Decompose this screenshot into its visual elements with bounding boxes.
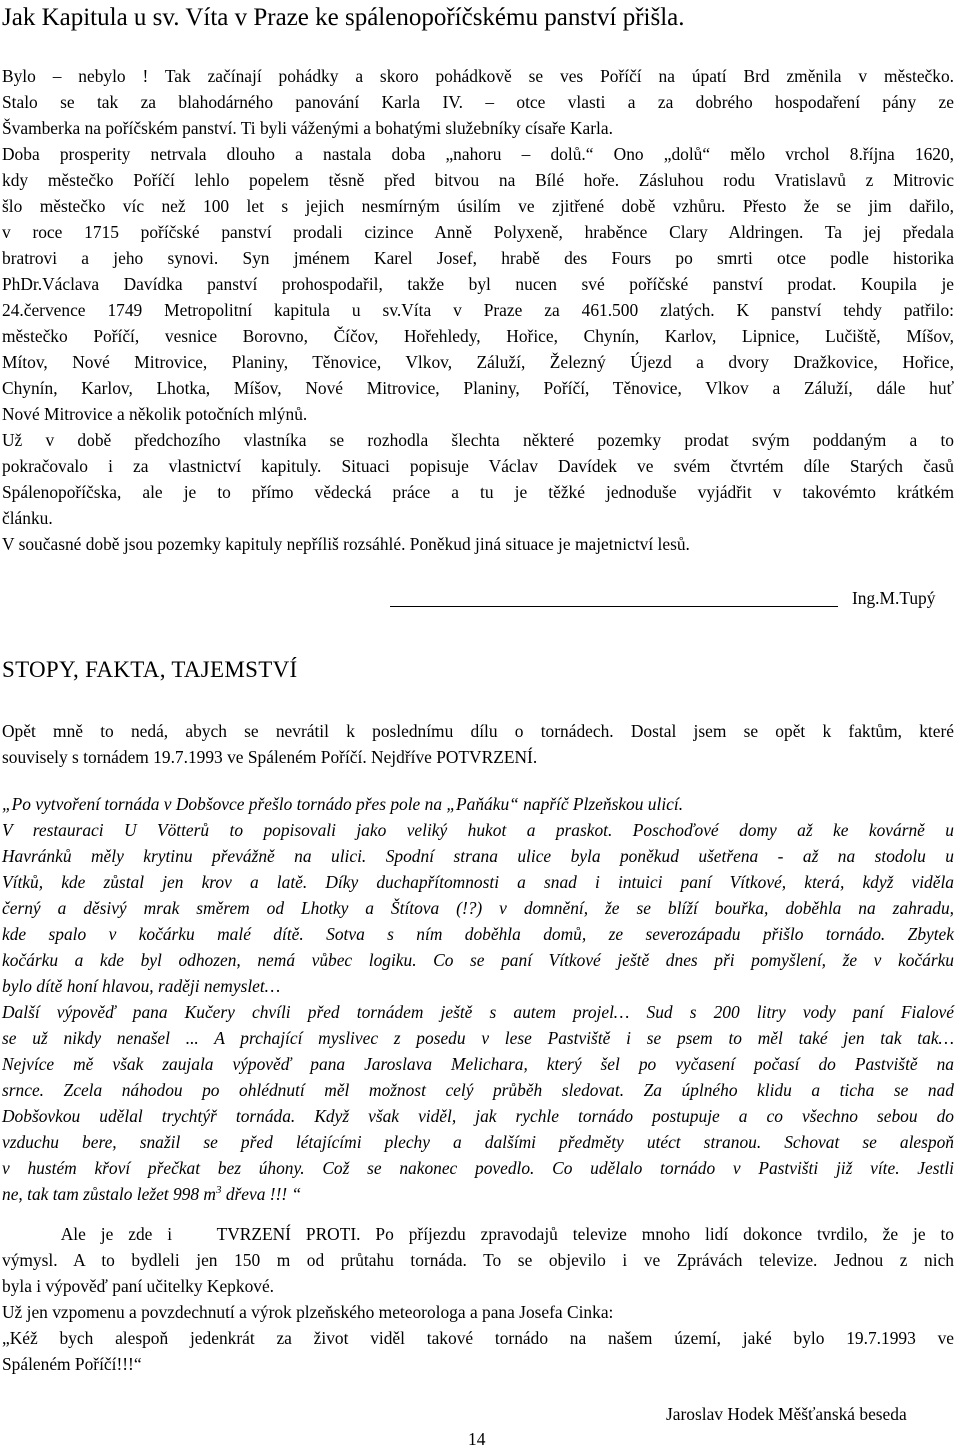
outro-line: „Kéž bych alespoň jedenkrát za život viděl takové tornádo na našem území, jaké bylo 19.7.1993 ve	[2, 1328, 954, 1348]
article-title: Jak Kapitula u sv. Víta v Praze ke spálenopoříčskému panství přišla.	[2, 4, 685, 31]
page-number: 14	[468, 1429, 486, 1449]
outro-line: byla i výpověď paní učitelky Kepkové.	[2, 1276, 275, 1296]
article1-line: kdy městečko Poříčí lehlo popelem těsně před bitvou na Bílé hoře. Zásluhou rodu Vratislavů z Mitrovic	[2, 170, 954, 190]
outro-line: Spáleném Poříčí!!!“	[2, 1354, 142, 1374]
quote-line: Dobšovkou udělal trychtýř tornáda. Když však viděl, jak rychle tornádo postupuje a co všechno sebou do	[2, 1106, 954, 1126]
quote-last-text: ne, tak tam zůstalo ležet 998 m	[2, 1184, 216, 1204]
article1-line: Nové Mitrovice a několik potočních mlýnů.	[2, 404, 308, 424]
quote-line: kočárku a kde byl odhozen, nemá vůbec logiku. Co se paní Vítkové ještě dnes při pomyšlení, že v kočárku	[2, 950, 954, 970]
quote-line: v hustém křoví přečkat bez úhony. Což se nakonec povedlo. Co udělalo tornádo v Pastvišti již víte. Jestli	[2, 1158, 954, 1178]
quote-line: kde spalo v kočárku malé dítě. Sotva s ním doběhla domů, ze severozápadu přišlo tornádo. Zbytek	[2, 924, 954, 944]
signature-rule	[390, 606, 838, 607]
quote-line: Vítků, kde zůstal jen krov a latě. Díky duchapřítomnosti a snad i intuici paní Vítkové, která, když viděla	[2, 872, 954, 892]
outro-line: Už jen vzpomenu a povzdechnutí a výrok plzeňského meteorologa a pana Josefa Cinka:	[2, 1302, 614, 1322]
article1-line: Spálenopoříčska, ale je to přímo vědecká práce a tu je těžké jednoduše vyjádřit v takovémto krátkém	[2, 482, 954, 502]
article1-line: Už v době předchozího vlastníka se rozhodla šlechta některé pozemky prodat svým poddaným a to	[2, 430, 954, 450]
article2-signature: Jaroslav Hodek Měšťanská beseda	[666, 1404, 907, 1424]
article1-line: pokračovalo i za vlastnictví kapituly. Situaci popisuje Václav Davídek ve svém čtvrtém díle Starých časů	[2, 456, 954, 476]
superscript-three: 3	[215, 1184, 222, 1197]
intro-line: Opět mně to nedá, abych se nevrátil k poslednímu dílu o tornádech. Dostal jsem se opět k faktům, které	[2, 721, 954, 741]
article1-line: Bylo – nebylo ! Tak začínají pohádky a skoro pohádkově se ves Poříčí na úpatí Brd změnila v městečko.	[2, 66, 954, 86]
quote-line: V restauraci U Vötterů to popisovali jako veliký hukot a praskot. Poschoďové domy až ke kovárně u	[2, 820, 954, 840]
article1-line: článku.	[2, 508, 53, 528]
outro-line: výmysl. A to bydleli jen 150 m od průtahu tornáda. To se objevilo i ve Zprávách televize. Jednou z nich	[2, 1250, 954, 1270]
article1-line: městečko Poříčí, vesnice Borovno, Číčov, Hořehledy, Hořice, Chynín, Karlov, Lipnice, Lučiště, Míšov,	[2, 326, 954, 346]
article1-line: Mítov, Nové Mitrovice, Planiny, Těnovice, Vlkov, Záluží, Železný Újezd a dvory Dražkovice, Hořice,	[2, 352, 954, 372]
quote-line: bylo dítě honí hlavou, raději nemyslet…	[2, 976, 281, 996]
outro-line: Ale je zde i TVRZENÍ PROTI. Po příjezdu zpravodajů televize mnoho lidí dokonce tvrdilo, že je to	[2, 1224, 954, 1244]
article1-line: Chynín, Karlov, Lhotka, Míšov, Nové Mitrovice, Planiny, Poříčí, Těnovice, Vlkov a Záluží, dále huť	[2, 378, 954, 398]
quote-line: Havránků měly krytinu převážně na ulici. Spodní strana ulice byla poněkud ušetřena - až na stodolu u	[2, 846, 954, 866]
quote-line: Další výpověď pana Kučery chvíli před tornádem ještě s autem projel… Sud s 200 litry vody paní Fialové	[2, 1002, 954, 1022]
quote-last-line	[2, 1182, 301, 1206]
article1-line: Stalo se tak za blahodárného panování Karla IV. – otce vlasti a za dobrého hospodaření pány ze	[2, 92, 954, 112]
article1-line: 24.července 1749 Metropolitní kapitula u sv.Víta v Praze za 461.500 zlatých. K panství tehdy patřilo:	[2, 300, 954, 320]
quote-line: „Po vytvoření tornáda v Dobšovce přešlo tornádo přes pole na „Paňáku“ napříč Plzeňskou ulicí.	[2, 794, 684, 814]
quote-line: srnce. Zcela náhodou po ohlédnutí měl možnost celý průběh sledovat. Za úplného klidu a ticha se nad	[2, 1080, 954, 1100]
quote-line: Nejvíce mě však zaujala výpověď pana Jaroslava Melichara, který šel po vyčasení počasí do Pastviště na	[2, 1054, 954, 1074]
article1-line: šlo městečko víc než 100 let s jejich nesmírným úsilím ve zjitřené době vzhůru. Přesto že se jim dařilo,	[2, 196, 954, 216]
article1-line: bratrovi a jeho synovi. Syn jménem Karel Josef, hrabě des Fours po smrti otce podle historika	[2, 248, 954, 268]
article1-author: Ing.M.Tupý	[852, 588, 936, 608]
section-heading: STOPY, FAKTA, TAJEMSTVÍ	[2, 657, 298, 682]
quote-line: vzduchu bere, snažil se před létajícími plechy a dalšími předměty utéct stranou. Schovat se alespoň	[2, 1132, 954, 1152]
article1-line: Švamberka na poříčském panství. Ti byli váženými a bohatými služebníky císaře Karla.	[2, 118, 613, 138]
article1-line: V současné době jsou pozemky kapituly nepříliš rozsáhlé. Poněkud jiná situace je majetnictví lesů.	[2, 534, 690, 554]
article1-line: Doba prosperity netrvala dlouho a nastala doba „nahoru – dolů.“ Ono „dolů“ mělo vrchol 8.října 1620,	[2, 144, 954, 164]
article1-line: v roce 1715 poříčské panství prodali cizince Anně Polyxeně, hraběnce Clary Aldringen. Ta jej předala	[2, 222, 954, 242]
intro-line: souvisely s tornádem 19.7.1993 ve Spáleném Poříčí. Nejdříve POTVRZENÍ.	[2, 747, 538, 767]
quote-last-end: dřeva !!! “	[221, 1184, 302, 1204]
article1-line: PhDr.Václava Davídka panství prohospodařil, takže byl nucen své poříčské panství prodat. Koupila je	[2, 274, 954, 294]
quote-line: černý a děsivý mrak směrem od Lhotky a Štítova (!?) v domnění, že se blíží bouřka, doběhla na zahradu,	[2, 898, 954, 918]
quote-line: se už nikdy nenašel ... A prchající myslivec z posedu v lese Pastviště i se psem to měl také jen tak tak…	[2, 1028, 954, 1048]
